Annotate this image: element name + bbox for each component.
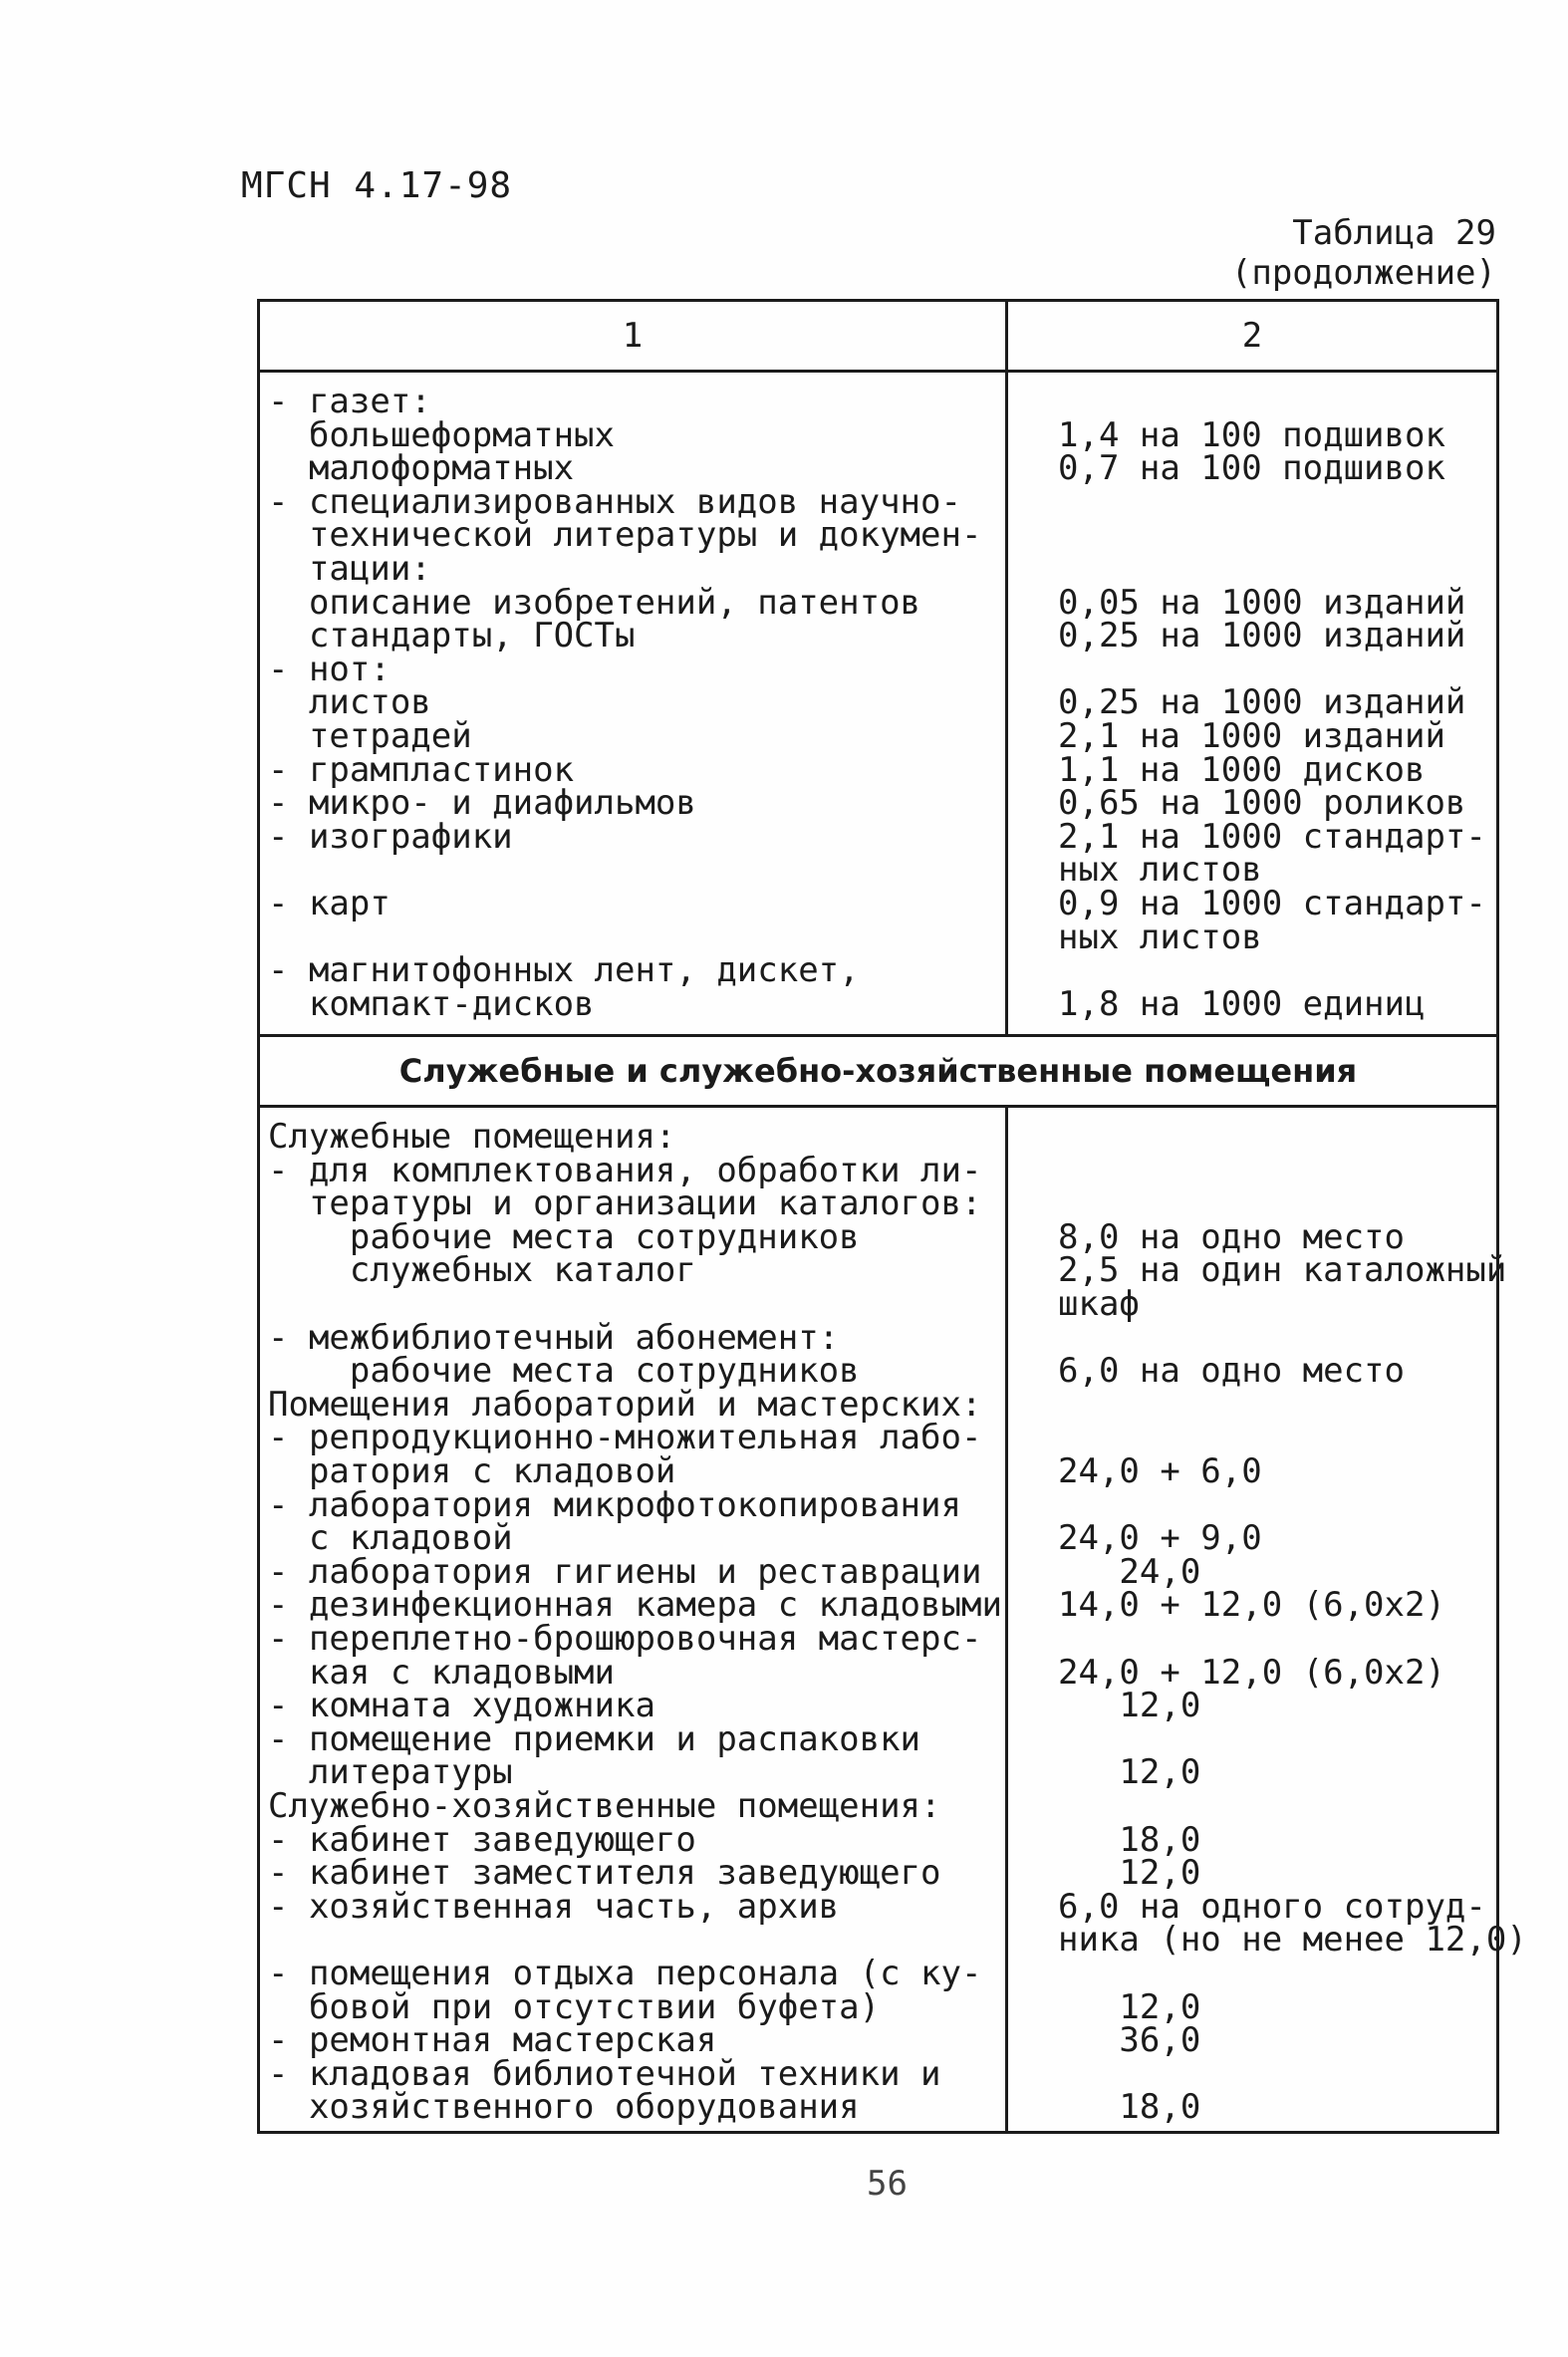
header-divider xyxy=(260,370,1496,373)
section-divider-top xyxy=(260,1034,1496,1037)
table-cell-col1: - помещение приемки и распаковки xyxy=(268,1718,921,1759)
table-cell-col1: литературы xyxy=(268,1752,513,1793)
table-cell-col2: 0,65 на 1000 роликов xyxy=(1058,783,1466,824)
table-caption-continued: (продолжение) xyxy=(1230,253,1496,293)
table-cell-col2: 12,0 xyxy=(1058,1986,1201,2027)
section-divider-bottom xyxy=(260,1105,1496,1108)
table-cell-col1: технической литературы и докумен- xyxy=(268,515,982,556)
table-cell-col1: - специализированных видов научно- xyxy=(268,481,961,522)
table-cell-col1: Служебно-хозяйственные помещения: xyxy=(268,1786,941,1826)
table-cell-col1: - газет: xyxy=(268,382,431,421)
table-caption-title: Таблица 29 xyxy=(1292,213,1496,253)
table-cell-col1: - кладовая библиотечной техники и xyxy=(268,2053,941,2094)
table-cell-col1: - нот: xyxy=(268,649,391,689)
table-cell-col2: 24,0 + 12,0 (6,0х2) xyxy=(1058,1652,1445,1693)
table-cell-col2: 6,0 на одного сотруд- xyxy=(1058,1886,1486,1927)
table-cell-col1: - грампластинок xyxy=(268,749,575,790)
table-cell-col2: 0,25 на 1000 изданий xyxy=(1058,682,1466,723)
table-cell-col1: Служебные помещения: xyxy=(268,1117,676,1157)
table-cell-col2: 6,0 на одно место xyxy=(1058,1351,1405,1392)
document-code: МГСН 4.17-98 xyxy=(241,165,513,206)
table-caption xyxy=(1231,213,1496,293)
table-cell-col1: служебных каталог xyxy=(268,1250,696,1291)
table-cell-col1: - лаборатория микрофотокопирования xyxy=(268,1484,961,1525)
table-cell-col1: - кабинет заведующего xyxy=(268,1819,696,1860)
table-cell-col1: - кабинет заместителя заведующего xyxy=(268,1853,941,1894)
table-cell-col1: тературы и организации каталогов: xyxy=(268,1183,982,1224)
table-cell-col2: 2,1 на 1000 изданий xyxy=(1058,716,1445,756)
table-cell-col2: 1,1 на 1000 дисков xyxy=(1058,749,1426,790)
table-cell-col1: - лаборатория гигиены и реставрации xyxy=(268,1551,982,1592)
table-cell-col1: ратория с кладовой xyxy=(268,1451,676,1491)
table-cell-col2: 12,0 xyxy=(1058,1853,1201,1894)
section-heading: Служебные и служебно-хозяйственные помещения xyxy=(398,1052,1358,1090)
table-cell-col2: ника (но не менее 12,0) xyxy=(1058,1920,1527,1961)
header-cell-col1: 1 xyxy=(622,316,644,356)
table-cell-col2: 24,0 xyxy=(1058,1551,1201,1592)
table-cell-col1: кая с кладовыми xyxy=(268,1652,615,1693)
table-cell-col1: Помещения лабораторий и мастерских: xyxy=(268,1384,982,1425)
table-cell-col2: 18,0 xyxy=(1058,1819,1201,1860)
table-cell-col1: - магнитофонных лент, дискет, xyxy=(268,950,860,991)
page-number: 56 xyxy=(867,2164,908,2204)
table-cell-col1: листов xyxy=(268,682,431,723)
table-cell-col1: описание изобретений, патентов xyxy=(268,582,921,623)
table-cell-col1: рабочие места сотрудников xyxy=(268,1216,860,1257)
header-cell-col2: 2 xyxy=(1241,316,1263,356)
table-cell-col2: 2,1 на 1000 стандарт- xyxy=(1058,816,1486,857)
table-cell-col1: стандарты, ГОСТы xyxy=(268,616,636,656)
table-cell-col2: 36,0 xyxy=(1058,2020,1201,2061)
table-cell-col1: - переплетно-брошюровочная мастерс- xyxy=(268,1619,982,1659)
table-cell-col2: 0,7 на 100 подшивок xyxy=(1058,448,1445,489)
table-cell-col2: 2,5 на один каталожный xyxy=(1058,1250,1507,1291)
table-cell-col1: малоформатных xyxy=(268,448,575,489)
table-cell-col1: компакт-дисков xyxy=(268,983,595,1024)
table-cell-col2: 14,0 + 12,0 (6,0х2) xyxy=(1058,1585,1445,1626)
column-divider-top xyxy=(1005,302,1008,1034)
column-divider-bottom xyxy=(1005,1108,1008,2134)
table-cell-col1: бовой при отсутствии буфета) xyxy=(268,1986,881,2027)
table-cell-col1: - для комплектования, обработки ли- xyxy=(268,1150,982,1190)
table-cell-col2: ных листов xyxy=(1058,917,1262,957)
table-cell-col1: - репродукционно-множительная лабо- xyxy=(268,1418,982,1458)
table-cell-col1: - комната художника xyxy=(268,1686,655,1726)
table-cell-col1: - помещения отдыха персонала (с ку- xyxy=(268,1954,982,1993)
table-cell-col2: 18,0 xyxy=(1058,2087,1201,2128)
table-cell-col1: с кладовой xyxy=(268,1518,513,1559)
table-cell-col1: тетрадей xyxy=(268,716,472,756)
table-cell-col2: 0,9 на 1000 стандарт- xyxy=(1058,884,1486,923)
table-cell-col2: 1,4 на 100 подшивок xyxy=(1058,414,1445,455)
table-cell-col1: - микро- и диафильмов xyxy=(268,783,696,824)
table-cell-col1: - межбиблиотечный абонемент: xyxy=(268,1317,840,1358)
table-cell-col1: - карт xyxy=(268,884,391,923)
table-cell-col2: шкаф xyxy=(1058,1284,1140,1324)
table-cell-col1: - дезинфекционная камера с кладовыми xyxy=(268,1585,1002,1626)
norms-table xyxy=(257,299,1527,2134)
table-cell-col2: 24,0 + 6,0 xyxy=(1058,1451,1262,1491)
table-cell-col2: 1,8 на 1000 единиц xyxy=(1058,983,1426,1024)
table-cell-col1: тации: xyxy=(268,549,431,589)
table-cell-col2: ных листов xyxy=(1058,850,1262,891)
table-cell-col1: - изографики xyxy=(268,816,513,857)
table-cell-col2: 0,05 на 1000 изданий xyxy=(1058,582,1466,623)
table-cell-col2: 0,25 на 1000 изданий xyxy=(1058,616,1466,656)
table-cell-col1: - ремонтная мастерская xyxy=(268,2020,717,2061)
table-cell-col1: рабочие места сотрудников xyxy=(268,1351,860,1392)
table-cell-col2: 8,0 на одно место xyxy=(1058,1216,1405,1257)
table-cell-col2: 24,0 + 9,0 xyxy=(1058,1518,1262,1559)
table-cell-col2: 12,0 xyxy=(1058,1686,1201,1726)
table-cell-col1: хозяйственного оборудования xyxy=(268,2087,860,2128)
table-cell-col1: - хозяйственная часть, архив xyxy=(268,1886,840,1927)
table-cell-col2: 12,0 xyxy=(1058,1752,1201,1793)
table-cell-col1: большеформатных xyxy=(268,414,615,455)
